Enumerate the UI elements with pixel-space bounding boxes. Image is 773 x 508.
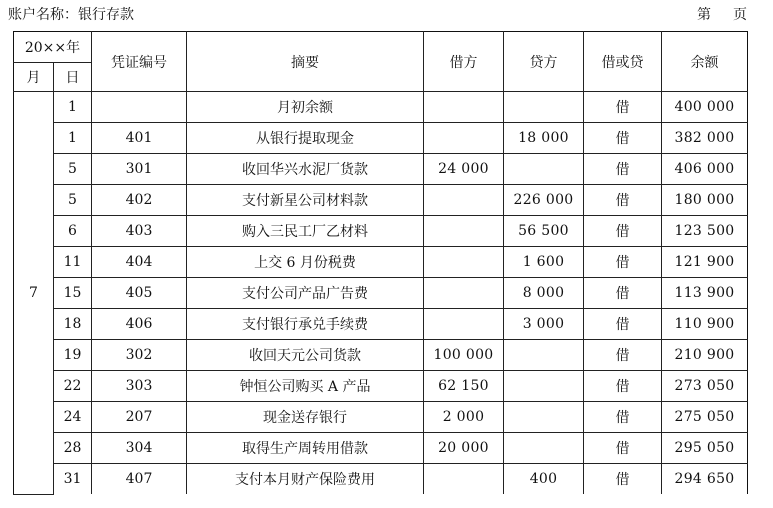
- year-header: 20××年: [14, 32, 92, 63]
- table-row: [14, 309, 748, 340]
- summary-cell: 购入三民工厂乙材料: [187, 216, 424, 247]
- day-cell: 5: [54, 185, 92, 216]
- debit-cell: [424, 309, 504, 340]
- day-cell: 1: [54, 123, 92, 154]
- day-cell: 1: [54, 92, 92, 123]
- voucher-cell: 402: [92, 185, 187, 216]
- debit-cell: [424, 92, 504, 123]
- table-row: [14, 154, 748, 185]
- summary-cell: 支付银行承兑手续费: [187, 309, 424, 340]
- day-cell: 24: [54, 402, 92, 433]
- table-row: [14, 433, 748, 464]
- day-cell: 11: [54, 247, 92, 278]
- day-cell: 15: [54, 278, 92, 309]
- debit-cell: 100 000: [424, 340, 504, 371]
- table-row: [14, 464, 748, 495]
- summary-cell: 收回华兴水泥厂货款: [187, 154, 424, 185]
- day-cell: 31: [54, 464, 92, 495]
- debit-cell: [424, 216, 504, 247]
- voucher-cell: 207: [92, 402, 187, 433]
- credit-cell: 1 600: [504, 247, 584, 278]
- summary-cell: 支付公司产品广告费: [187, 278, 424, 309]
- voucher-cell: [92, 92, 187, 123]
- balance-cell: 273 050: [662, 371, 748, 402]
- credit-cell: [504, 433, 584, 464]
- direction-cell: 借: [584, 278, 662, 309]
- direction-cell: 借: [584, 247, 662, 278]
- credit-cell: [504, 154, 584, 185]
- debit-cell: [424, 278, 504, 309]
- summary-cell: 收回天元公司货款: [187, 340, 424, 371]
- summary-cell: 支付本月财产保险费用: [187, 464, 424, 495]
- credit-header: 贷方: [504, 32, 584, 92]
- balance-cell: 210 900: [662, 340, 748, 371]
- debit-cell: [424, 123, 504, 154]
- table-row: [14, 247, 748, 278]
- credit-cell: [504, 371, 584, 402]
- voucher-cell: 401: [92, 123, 187, 154]
- summary-cell: 从银行提取现金: [187, 123, 424, 154]
- summary-cell: 上交 6 月份税费: [187, 247, 424, 278]
- debit-cell: 24 000: [424, 154, 504, 185]
- table-row: [14, 123, 748, 154]
- day-cell: 6: [54, 216, 92, 247]
- credit-cell: [504, 340, 584, 371]
- direction-cell: 借: [584, 309, 662, 340]
- ledger-body: [14, 92, 748, 495]
- balance-cell: 275 050: [662, 402, 748, 433]
- voucher-header: 凭证编号: [92, 32, 187, 92]
- page-number-label: [697, 4, 747, 24]
- day-cell: 28: [54, 433, 92, 464]
- direction-header: 借或贷: [584, 32, 662, 92]
- table-row: [14, 216, 748, 247]
- voucher-cell: 403: [92, 216, 187, 247]
- voucher-cell: 304: [92, 433, 187, 464]
- credit-cell: [504, 92, 584, 123]
- direction-cell: 借: [584, 433, 662, 464]
- day-cell: 18: [54, 309, 92, 340]
- direction-cell: 借: [584, 154, 662, 185]
- day-cell: 22: [54, 371, 92, 402]
- table-row: [14, 92, 748, 123]
- voucher-cell: 406: [92, 309, 187, 340]
- balance-header: 余额: [662, 32, 748, 92]
- balance-cell: 123 500: [662, 216, 748, 247]
- balance-cell: 400 000: [662, 92, 748, 123]
- direction-cell: 借: [584, 216, 662, 247]
- credit-cell: 18 000: [504, 123, 584, 154]
- debit-cell: 62 150: [424, 371, 504, 402]
- direction-cell: 借: [584, 340, 662, 371]
- table-row: [14, 402, 748, 433]
- balance-cell: 110 900: [662, 309, 748, 340]
- credit-cell: 3 000: [504, 309, 584, 340]
- table-row: [14, 371, 748, 402]
- debit-header: 借方: [424, 32, 504, 92]
- credit-cell: [504, 402, 584, 433]
- voucher-cell: 405: [92, 278, 187, 309]
- balance-cell: 382 000: [662, 123, 748, 154]
- balance-cell: 295 050: [662, 433, 748, 464]
- summary-cell: 钟恒公司购买 A 产品: [187, 371, 424, 402]
- table-row: [14, 278, 748, 309]
- balance-cell: 113 900: [662, 278, 748, 309]
- month-cell: 7: [14, 92, 54, 495]
- table-row: [14, 340, 748, 371]
- month-header: 月: [14, 63, 54, 92]
- day-header: 日: [54, 63, 92, 92]
- debit-cell: 2 000: [424, 402, 504, 433]
- balance-cell: 406 000: [662, 154, 748, 185]
- credit-cell: 56 500: [504, 216, 584, 247]
- summary-cell: 月初余额: [187, 92, 424, 123]
- page-label-prefix: 第: [697, 7, 711, 23]
- debit-cell: [424, 464, 504, 495]
- voucher-cell: 303: [92, 371, 187, 402]
- voucher-cell: 404: [92, 247, 187, 278]
- debit-cell: 20 000: [424, 433, 504, 464]
- page-label-suffix: 页: [733, 7, 747, 23]
- direction-cell: 借: [584, 92, 662, 123]
- credit-cell: 8 000: [504, 278, 584, 309]
- debit-cell: [424, 247, 504, 278]
- voucher-cell: 302: [92, 340, 187, 371]
- day-cell: 5: [54, 154, 92, 185]
- summary-cell: 取得生产周转用借款: [187, 433, 424, 464]
- balance-cell: 121 900: [662, 247, 748, 278]
- credit-cell: 226 000: [504, 185, 584, 216]
- debit-cell: [424, 185, 504, 216]
- voucher-cell: 407: [92, 464, 187, 495]
- summary-cell: 现金送存银行: [187, 402, 424, 433]
- balance-cell: 180 000: [662, 185, 748, 216]
- direction-cell: 借: [584, 185, 662, 216]
- day-cell: 19: [54, 340, 92, 371]
- table-row: [14, 185, 748, 216]
- direction-cell: 借: [584, 123, 662, 154]
- voucher-cell: 301: [92, 154, 187, 185]
- balance-cell: 294 650: [662, 464, 748, 495]
- direction-cell: 借: [584, 464, 662, 495]
- bank-deposit-ledger: [13, 31, 748, 495]
- credit-cell: 400: [504, 464, 584, 495]
- summary-header: 摘要: [187, 32, 424, 92]
- account-name: 账户名称：银行存款: [8, 7, 134, 23]
- direction-cell: 借: [584, 371, 662, 402]
- summary-cell: 支付新星公司材料款: [187, 185, 424, 216]
- direction-cell: 借: [584, 402, 662, 433]
